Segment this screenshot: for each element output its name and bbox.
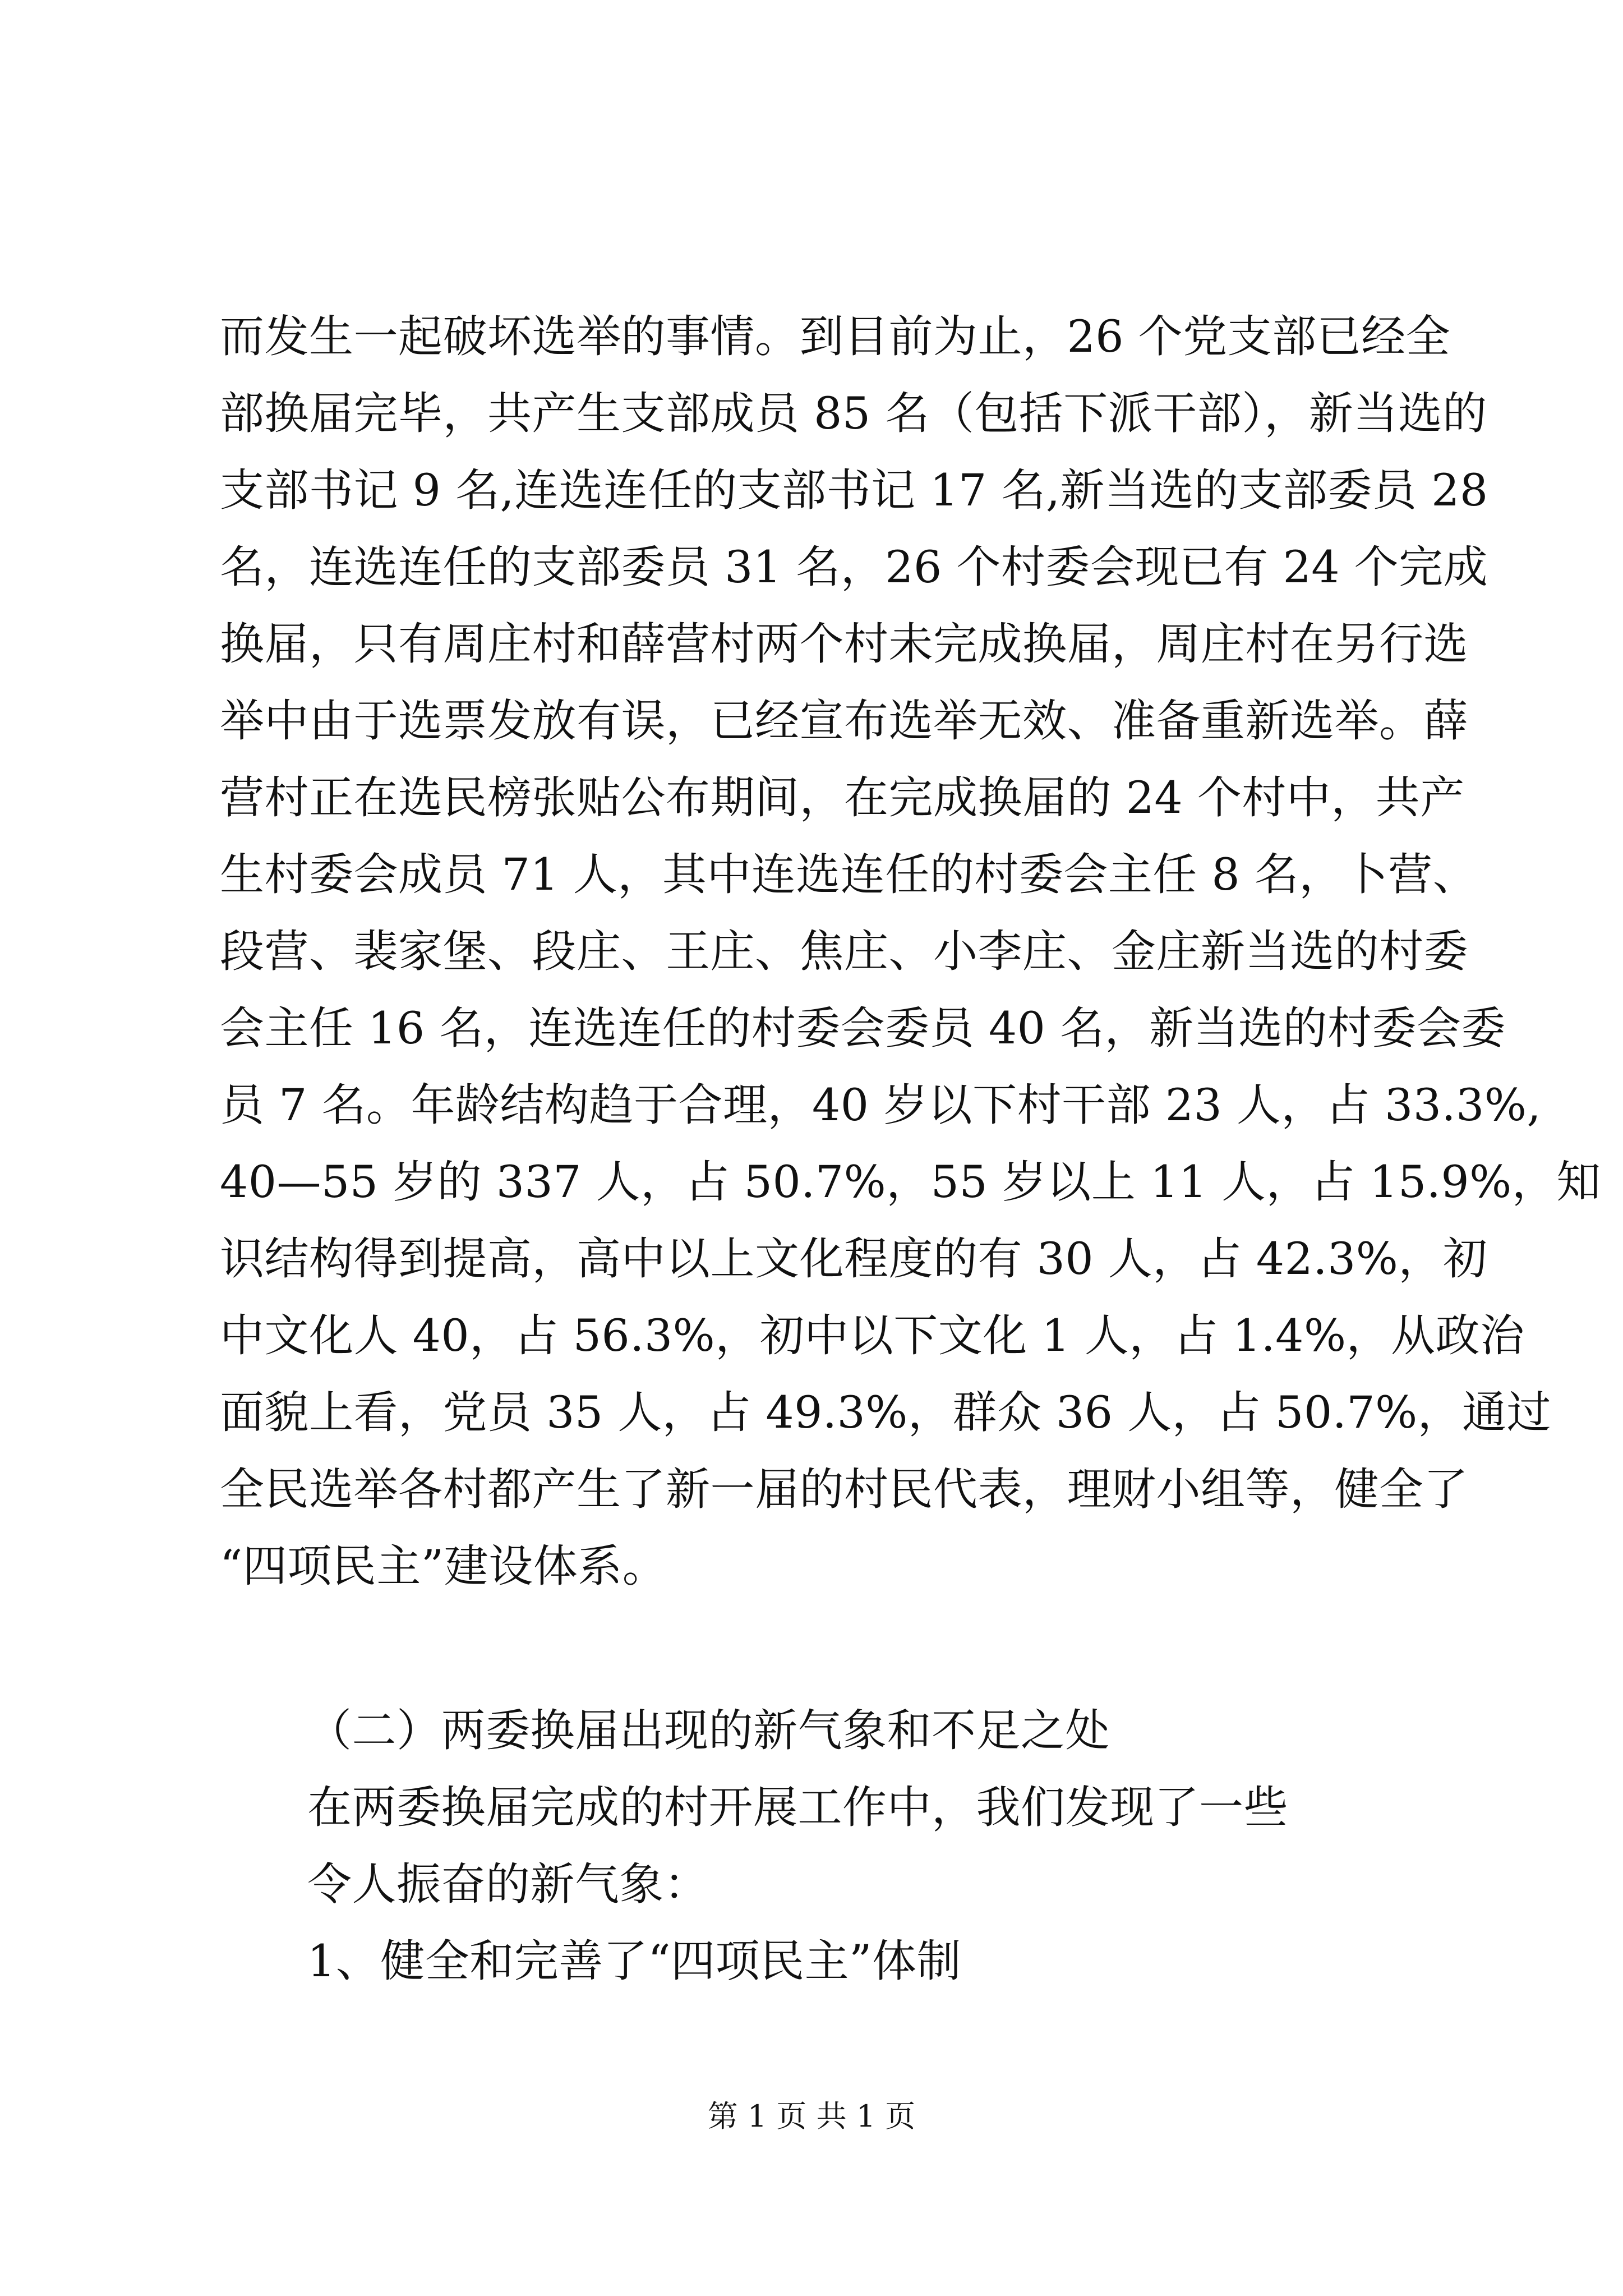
paragraph-line: 面貌上看，党员 35 人，占 49.3%，群众 36 人，占 50.7%，通过 [220,1387,1552,1438]
section-heading: （二）两委换届出现的新气象和不足之处 [307,1705,1110,1756]
paragraph-line: 举中由于选票发放有误，已经宣布选举无效、准备重新选举。薛 [220,695,1468,747]
page-number-footer: 第 1 页 共 1 页 [707,2099,916,2134]
paragraph-line: 会主任 16 名，连选连任的村委会委员 40 名，新当选的村委会委 [220,1002,1506,1054]
paragraph-line: 支部书记 9 名,连选连任的支部书记 17 名,新当选的支部委员 28 [220,464,1488,516]
paragraph-line: 营村正在选民榜张贴公布期间，在完成换届的 24 个村中，共产 [220,772,1465,823]
body-paragraph [220,298,1601,1605]
paragraph-line: 中文化人 40，占 56.3%，初中以下文化 1 人，占 1.4%，从政治 [220,1310,1525,1361]
paragraph-line: 员 7 名。年龄结构趋于合理，40 岁以下村干部 23 人，占 33.3%, [220,1079,1542,1131]
paragraph-line: 40—55 岁的 337 人，占 50.7%，55 岁以上 11 人，占 15.9%，知 [220,1156,1601,1208]
paragraph-line: 全民选举各村都产生了新一届的村民代表，理财小组等，健全了 [220,1464,1468,1515]
intro-line: 在两委换届完成的村开展工作中，我们发现了一些 [307,1782,1288,1833]
paragraph-line: 段营、裴家堡、段庄、王庄、焦庄、小李庄、金庄新当选的村委 [220,926,1468,977]
paragraph-line: 而发生一起破坏选举的事情。到目前为止，26 个党支部已经全 [220,311,1451,362]
paragraph-line: 名，连选连任的支部委员 31 名，26 个村委会现已有 24 个完成 [220,541,1488,593]
list-item: 1、健全和完善了“四项民主”体制 [307,1935,962,1987]
paragraph-line: 部换届完毕，共产生支部成员 85 名（包括下派干部），新当选的 [220,388,1487,439]
paragraph-line: 生村委会成员 71 人，其中连选连任的村委会主任 8 名，卜营、 [220,849,1478,900]
paragraph-line: 换届，只有周庄村和薛营村两个村未完成换届，周庄村在另行选 [220,618,1468,670]
paragraph-line: “四项民主”建设体系。 [220,1540,667,1592]
intro-line: 令人振奋的新气象： [307,1858,709,1910]
paragraph-line: 识结构得到提高，高中以上文化程度的有 30 人，占 42.3%，初 [220,1233,1488,1285]
